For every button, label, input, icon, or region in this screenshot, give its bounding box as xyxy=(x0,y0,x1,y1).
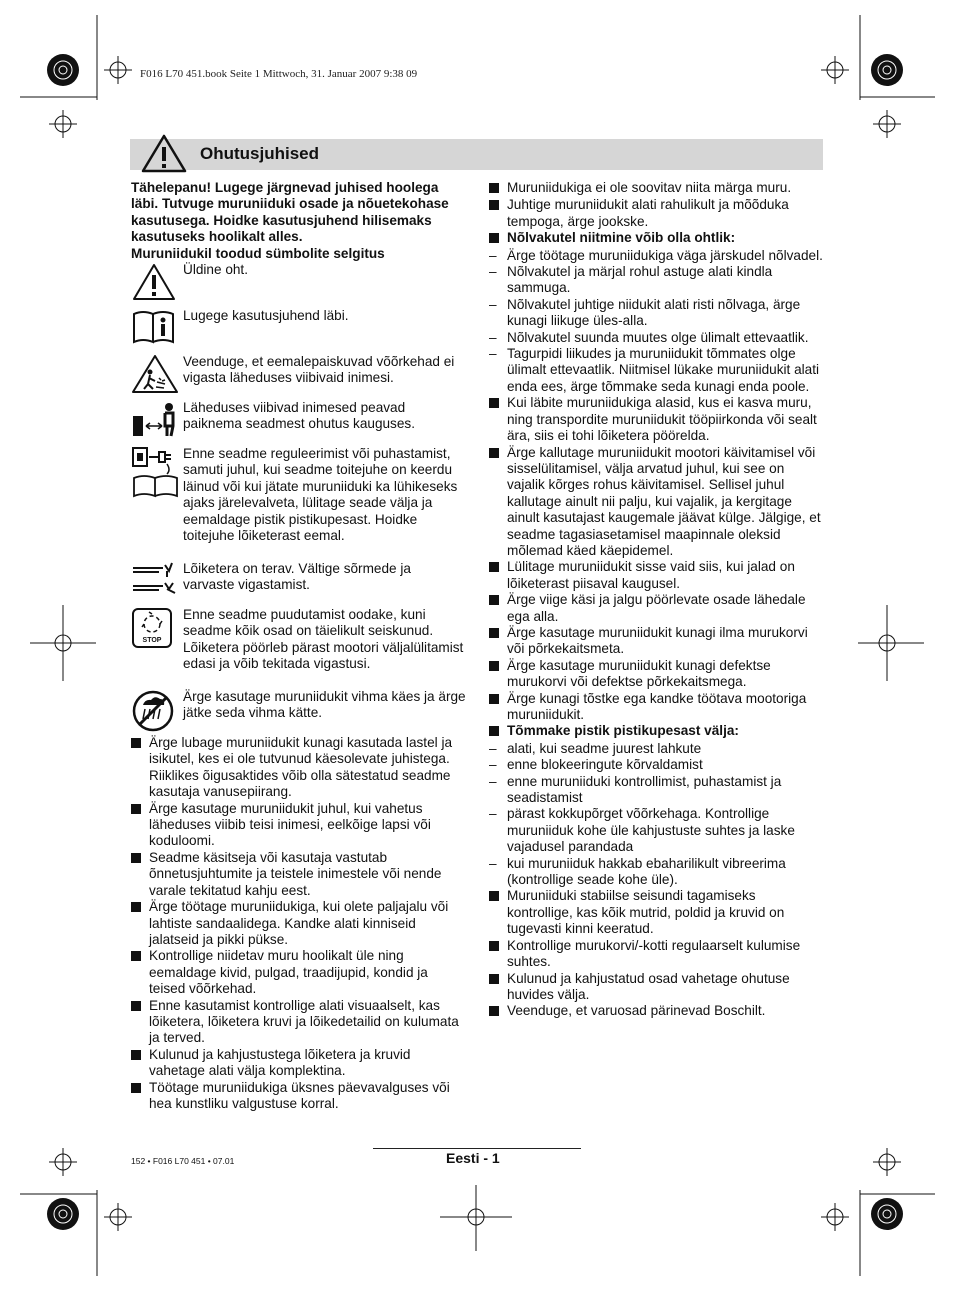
symbol-text: Veenduge, et eemalepaiskuvad võõrkehad ei vigasta läheduses viibivaid inimesi. xyxy=(183,354,455,386)
bullet-square-icon xyxy=(131,1083,141,1093)
list-item: Kontrollige niidetav muru hoolikalt üle ning eemaldage kivid, pulgad, traadijupid, kondid ja teised võõrkehad. xyxy=(131,948,466,997)
bullet-square-icon xyxy=(489,448,499,458)
list-item: Tõmmake pistik pistikupesast välja: xyxy=(489,723,825,740)
symbol-row xyxy=(131,308,466,354)
list-item: Töötage muruniidukiga üksnes päevavalguses või hea kunstliku valgustuse korral. xyxy=(131,1080,466,1113)
list-subitem: – Nõlvakutel suunda muutes olge ülimalt ettevaatlik. xyxy=(489,329,809,345)
list-item: Veenduge, et varuosad pärinevad Boschilt. xyxy=(489,1003,825,1020)
manual-info-icon xyxy=(131,308,183,344)
list-subitem: – enne blokeeringute kõrvaldamist xyxy=(489,757,703,773)
symbol-text: Ärge kasutage muruniidukit vihma käes ja ärge jätke seda vihma kätte. xyxy=(183,689,466,721)
print-header: F016 L70 451.book Seite 1 Mittwoch, 31. Januar 2007 9:38 09 xyxy=(140,68,418,80)
list-item: Ärge viige käsi ja jalgu pöörlevate osade lähedale ega alla. xyxy=(489,592,825,625)
page-number: Eesti - 1 xyxy=(446,1150,500,1166)
bullet-dash: – xyxy=(489,329,497,345)
symbol-text: Enne seadme reguleerimist või puhastamist, samuti juhul, kui seadme toitejuhe on keerdu läinud või kui jätate muruniiduki ka lühikeseks ajaks järelevalveta, lülitage seade välja ja eemaldage pistik pistikupesast. Hoidke toitejuhe lõiketerast eemal. xyxy=(183,446,458,544)
bullet-dash: – xyxy=(489,855,497,871)
list-subitem: – Nõlvakutel ja märjal rohul astuge alati kindla sammuga. xyxy=(489,264,773,296)
warning-triangle-icon xyxy=(140,133,188,173)
bullet-square-icon xyxy=(131,1050,141,1060)
bullet-square-icon xyxy=(489,974,499,984)
list-item: Ärge kasutage muruniidukit kunagi ilma murukorvi või põrkekaitsmeta. xyxy=(489,625,825,658)
section-banner xyxy=(130,139,823,170)
bullet-square-icon xyxy=(489,726,499,736)
footer-reference: 152 • F016 L70 451 • 07.01 xyxy=(131,1156,235,1166)
list-item: Enne kasutamist kontrollige alati visuaalselt, kas lõiketera, lõiketera kruvi ja lõikedetailid on kulumata ja terved. xyxy=(131,998,466,1047)
list-item: Ärge kasutage muruniidukit juhul, kui vahetus läheduses viibib teisi inimesi, eelkõige lapsi või koduloomi. xyxy=(131,801,466,850)
bullet-square-icon xyxy=(489,661,499,671)
symbols-heading: Muruniidukil toodud sümbolite selgitus xyxy=(131,245,385,261)
bullet-square-icon xyxy=(489,694,499,704)
section-title: Ohutusjuhised xyxy=(200,144,319,163)
list-item: Ärge töötage muruniidukiga, kui olete paljajalu või lahtiste sandaalidega. Kandke alati kinniseid jalatseid ja pikki pükse. xyxy=(131,899,466,948)
symbol-text: Enne seadme puudutamist oodake, kuni seadme kõik osad on täielikult seiskunud. Lõiketera pöörleb pärast mootori väljalülitamist edasi ja võib tekitada vigastusi. xyxy=(183,607,464,672)
symbol-row xyxy=(131,400,466,446)
list-subitem: – Ärge töötage muruniidukiga väga järskudel nõlvadel. xyxy=(489,247,823,263)
bullet-dash: – xyxy=(489,740,497,756)
sharp-blade-icon xyxy=(131,561,183,597)
list-item: Muruniiduki stabiilse seisundi tagamiseks kontrollige, kas kõik mutrid, poldid ja kruvid on tugevasti kinni keeratud. xyxy=(489,888,825,937)
list-item: Ärge kallutage muruniidukit mootori käivitamisel või sisselülitamisel, välja arvatud juhul, kui see on vajalik kõrges rohus käivitamisel. Sellisel juhul kallutage ainult nii palju, kui vajalik, ja kergitage ainult kasutajast kaugemale jäävat külge. Jälgige, et seadme tagasiasetamisel maapinnale oleksid mõlemad käed käepidemel. xyxy=(489,445,825,560)
list-item: Lülitage muruniidukit sisse vaid siis, kui jalad on lõiketerast piisaval kaugusel. xyxy=(489,559,825,592)
bullet-square-icon xyxy=(131,951,141,961)
symbol-text: Lugege kasutusjuhend läbi. xyxy=(183,308,349,324)
bullet-square-icon xyxy=(489,398,499,408)
bullet-dash: – xyxy=(489,247,497,263)
list-item: Kui läbite muruniidukiga alasid, kus ei kasva muru, ning transpordite muruniidukit tööpiirkonda või sealt ära, siis ei tohi lõiketera pöörelda. xyxy=(489,395,825,444)
bullet-square-icon xyxy=(131,853,141,863)
warning-triangle-icon xyxy=(131,262,183,302)
list-item: Ärge lubage muruniidukit kunagi kasutada lastel ja isikutel, kes ei ole tutvunud käesolevate juhistega. Riiklikes õigusaktides võib olla sätestatud seadme kasutaja vanusepiirang. xyxy=(131,735,466,801)
symbol-row xyxy=(131,446,466,561)
symbol-text: Lõiketera on terav. Vältige sõrmede ja varvaste vigastamist. xyxy=(183,561,411,593)
symbol-row xyxy=(131,561,466,607)
bullet-dash: – xyxy=(489,773,497,789)
list-subitem: – pärast kokkupõrget võõrkehaga. Kontrollige muruniiduk kohe üle kahjustuste suhtes ja laske vajadusel parandada xyxy=(489,806,795,855)
stop-wait-icon xyxy=(131,607,183,649)
bullet-square-icon xyxy=(489,941,499,951)
list-item: Ärge kasutage muruniidukit kunagi defektse murukorvi või defektse põrkekaitsmega. xyxy=(489,658,825,691)
bullet-square-icon xyxy=(489,628,499,638)
symbol-row xyxy=(131,354,466,400)
bullet-dash: – xyxy=(489,346,497,362)
right-column xyxy=(489,180,825,1021)
bystander-distance-icon xyxy=(131,400,183,438)
bullet-square-icon xyxy=(489,233,499,243)
bullet-dash: – xyxy=(489,296,497,312)
bullet-square-icon xyxy=(489,183,499,193)
bullet-dash: – xyxy=(489,264,497,280)
list-subitem: – Tagurpidi liikudes ja muruniidukit tõmmates olge ülimalt ettevaatlik. Niitmisel lükake muruniidukit alati enda ees, ärge tõmmake seda kunagi enda poole. xyxy=(489,346,820,394)
bullet-square-icon xyxy=(489,891,499,901)
bullet-square-icon xyxy=(131,1001,141,1011)
unplug-before-service-icon xyxy=(131,446,183,498)
list-item: Kontrollige murukorvi/-kotti regulaarselt kulumise suhtes. xyxy=(489,938,825,971)
list-item: Kulunud ja kahjustatud osad vahetage ohutuse huvides välja. xyxy=(489,971,825,1004)
list-subitem: – kui muruniiduk hakkab ebaharilikult vibreerima (kontrollige seade kohe üle). xyxy=(489,855,786,888)
list-subitem: – alati, kui seadme juurest lahkute xyxy=(489,740,702,756)
bullet-square-icon xyxy=(489,200,499,210)
list-item: Juhtige muruniidukit alati rahulikult ja mõõduka tempoga, ärge jookske. xyxy=(489,197,825,230)
bullet-square-icon xyxy=(131,738,141,748)
bullet-square-icon xyxy=(131,902,141,912)
list-subitem: – Nõlvakutel juhtige niidukit alati risti nõlvaga, ärge kunagi liikuge üles-alla. xyxy=(489,296,801,329)
list-item: Nõlvakutel niitmine võib olla ohtlik: xyxy=(489,230,825,247)
flying-debris-warning-icon xyxy=(131,354,183,394)
bullet-square-icon xyxy=(489,595,499,605)
symbol-text: Üldine oht. xyxy=(183,262,248,278)
symbol-text: Läheduses viibivad inimesed peavad paiknema seadmest ohutus kauguses. xyxy=(183,400,415,432)
list-item: Kulunud ja kahjustustega lõiketera ja kruvid vahetage alati välja komplektina. xyxy=(131,1047,466,1080)
left-item-list xyxy=(131,735,466,1112)
list-item: Ärge kunagi tõstke ega kandke töötava mootoriga muruniidukit. xyxy=(489,691,825,724)
footer-divider xyxy=(373,1148,581,1149)
list-subitem: – enne muruniiduki kontrollimist, puhastamist ja seadistamist xyxy=(489,773,782,806)
bullet-dash: – xyxy=(489,757,497,773)
symbol-row xyxy=(131,262,466,308)
bullet-square-icon xyxy=(489,1006,499,1016)
bullet-square-icon xyxy=(489,562,499,572)
intro-text: Tähelepanu! Lugege järgnevad juhised hoolega läbi. Tutvuge muruniiduki osade ja nõuetekohase kasutusega. Hoidke kasutusjuhend hilisemaks kasutuseks hoolikalt alles. xyxy=(131,180,449,245)
no-rain-icon xyxy=(131,689,183,733)
left-column xyxy=(131,180,466,1112)
bullet-dash: – xyxy=(489,806,497,822)
stop-label: STOP xyxy=(142,637,162,645)
list-item: Muruniidukiga ei ole soovitav niita märga muru. xyxy=(489,180,825,197)
list-item: Seadme käsitseja või kasutaja vastutab õnnetusjuhtumite ja teistele inimestele või nende varale tekitatud kahju eest. xyxy=(131,850,466,899)
symbol-row xyxy=(131,607,466,689)
symbol-row xyxy=(131,689,466,735)
bullet-square-icon xyxy=(131,804,141,814)
